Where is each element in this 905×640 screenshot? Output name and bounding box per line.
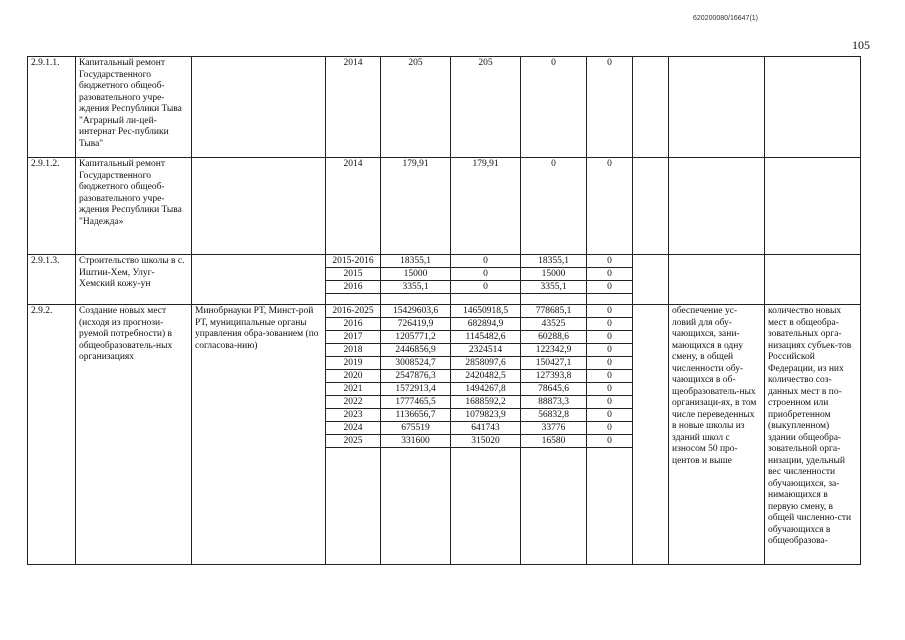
row-number: 2.9.2.	[28, 305, 76, 565]
years-value: 2021	[326, 383, 380, 396]
table-row	[28, 305, 861, 565]
other-value: 0	[587, 331, 632, 344]
rep-value: 122342,9	[521, 344, 586, 357]
row-fed	[451, 57, 521, 158]
total-value: 18355,1	[381, 255, 450, 268]
years-value: 2024	[326, 422, 380, 435]
row-empty	[633, 255, 669, 305]
other-value: 0	[587, 383, 632, 396]
years-value: 2016	[326, 281, 380, 294]
rep-value: 18355,1	[521, 255, 586, 268]
fed-value: 1494267,8	[451, 383, 520, 396]
fed-value: 14650918,5	[451, 305, 520, 318]
total-value: 15429603,6	[381, 305, 450, 318]
fed-value: 1688592,2	[451, 396, 520, 409]
rep-value: 43525	[521, 318, 586, 331]
rep-value: 56832,8	[521, 409, 586, 422]
row-number: 2.9.1.1.	[28, 57, 76, 158]
fed-value: 0	[451, 281, 520, 294]
row-indicator: количество новых мест в общеобра-зовательных орга-низациях субъек-тов Российской Федерации, из них количество соз-данных мест в по-строенном или приобретенном (выкупленном) здании общеобра-зовательной орга-низации, удельный вес численности обучающихся, за-нимающихся в первую смену, в общей численно-сти обучающихся в общеобразова-	[765, 305, 861, 565]
total-value: 15000	[381, 268, 450, 281]
fed-value: 205	[478, 58, 493, 68]
rep-value: 60288,6	[521, 331, 586, 344]
fed-value: 1145482,6	[451, 331, 520, 344]
fed-value: 0	[451, 255, 520, 268]
row-empty	[633, 57, 669, 158]
other-value: 0	[587, 305, 632, 318]
other-value: 0	[587, 370, 632, 383]
row-other	[587, 158, 633, 255]
total-value: 3008524,7	[381, 357, 450, 370]
other-value: 0	[587, 281, 632, 294]
program-table	[27, 56, 861, 565]
rep-value: 78645,6	[521, 383, 586, 396]
total-value: 726419,9	[381, 318, 450, 331]
other-value: 0	[587, 344, 632, 357]
row-years	[326, 57, 381, 158]
total-value: 1136656,7	[381, 409, 450, 422]
other-value: 0	[587, 268, 632, 281]
total-value: 1572913,4	[381, 383, 450, 396]
row-total	[381, 255, 451, 305]
row-fed	[451, 158, 521, 255]
table-row	[28, 158, 861, 255]
other-value: 0	[587, 357, 632, 370]
rep-value: 0	[551, 58, 556, 68]
years-value: 2016-2025	[326, 305, 380, 318]
years-value: 2014	[343, 58, 363, 68]
fed-value: 1079823,9	[451, 409, 520, 422]
row-rep	[521, 158, 587, 255]
row-other	[587, 255, 633, 305]
rep-value: 15000	[521, 268, 586, 281]
row-name: Создание новых мест (исходя из прогнози-руемой потребности) в общеобразователь-ных организациях	[76, 305, 192, 565]
other-value: 0	[587, 318, 632, 331]
page-number: 105	[852, 38, 870, 52]
fed-value: 179,91	[472, 159, 499, 169]
row-indicator	[765, 158, 861, 255]
table-row	[28, 255, 861, 305]
fed-value: 0	[451, 268, 520, 281]
total-value: 179,91	[402, 159, 429, 169]
row-result	[669, 57, 765, 158]
row-empty	[633, 158, 669, 255]
years-value: 2025	[326, 435, 380, 448]
rep-value: 0	[551, 159, 556, 169]
row-name: Капитальный ремонт Государственного бюджетного общеоб-разовательного учре-ждения Республики Тыва "Надежда»	[76, 158, 192, 255]
row-total	[381, 305, 451, 565]
row-years	[326, 158, 381, 255]
other-value: 0	[607, 58, 612, 68]
row-total	[381, 57, 451, 158]
years-value: 2017	[326, 331, 380, 344]
total-value: 1205771,2	[381, 331, 450, 344]
other-value: 0	[587, 435, 632, 448]
other-value: 0	[587, 255, 632, 268]
total-value: 1777465,5	[381, 396, 450, 409]
fed-value: 2420482,5	[451, 370, 520, 383]
total-value: 3355,1	[381, 281, 450, 294]
total-value: 2547876,3	[381, 370, 450, 383]
row-other	[587, 57, 633, 158]
row-executor: Минобрнауки РТ, Минст-рой РТ, муниципальные органы управления обра-зованием (по согласова-нию)	[192, 305, 326, 565]
rep-value: 88873,3	[521, 396, 586, 409]
years-value: 2020	[326, 370, 380, 383]
other-value: 0	[607, 159, 612, 169]
total-value: 205	[408, 58, 423, 68]
row-other	[587, 305, 633, 565]
row-executor	[192, 57, 326, 158]
row-result: обеспечение ус-ловий для обу-чающихся, зани-мающихся в одну смену, в общей численности обу-чающихся в об-щеобразователь-ных организаци-ях, в том числе переведенных в новые школы из зданий школ с износом 50 про-центов и выше	[669, 305, 765, 565]
row-fed	[451, 255, 521, 305]
rep-value: 3355,1	[521, 281, 586, 294]
row-result	[669, 255, 765, 305]
fed-value: 682894,9	[451, 318, 520, 331]
years-value: 2018	[326, 344, 380, 357]
row-name: Капитальный ремонт Государственного бюджетного общеоб-разовательного учре-ждения Республики Тыва "Аграрный ли-цей-интернат Рес-публики Тыва"	[76, 57, 192, 158]
row-number: 2.9.1.3.	[28, 255, 76, 305]
other-value: 0	[587, 422, 632, 435]
rep-value: 150427,1	[521, 357, 586, 370]
row-years	[326, 255, 381, 305]
row-fed	[451, 305, 521, 565]
total-value: 2446856,9	[381, 344, 450, 357]
row-indicator	[765, 255, 861, 305]
row-indicator	[765, 57, 861, 158]
row-empty	[633, 305, 669, 565]
fed-value: 641743	[451, 422, 520, 435]
other-value: 0	[587, 409, 632, 422]
years-value: 2015-2016	[326, 255, 380, 268]
row-name: Строительство школы в с. Иштии-Хем, Улуг-Хемский кожу-ун	[76, 255, 192, 305]
total-value: 331600	[381, 435, 450, 448]
years-value: 2015	[326, 268, 380, 281]
fed-value: 2324514	[451, 344, 520, 357]
rep-value: 778685,1	[521, 305, 586, 318]
row-number: 2.9.1.2.	[28, 158, 76, 255]
table-row	[28, 57, 861, 158]
fed-value: 315020	[451, 435, 520, 448]
rep-value: 127393,8	[521, 370, 586, 383]
row-rep	[521, 305, 587, 565]
row-rep	[521, 57, 587, 158]
rep-value: 33776	[521, 422, 586, 435]
row-years	[326, 305, 381, 565]
fed-value: 2858097,6	[451, 357, 520, 370]
row-executor	[192, 255, 326, 305]
row-executor	[192, 158, 326, 255]
years-value: 2016	[326, 318, 380, 331]
row-rep	[521, 255, 587, 305]
other-value: 0	[587, 396, 632, 409]
years-value: 2019	[326, 357, 380, 370]
row-result	[669, 158, 765, 255]
total-value: 675519	[381, 422, 450, 435]
years-value: 2023	[326, 409, 380, 422]
years-value: 2014	[343, 159, 363, 169]
years-value: 2022	[326, 396, 380, 409]
document-id: 620200080/16647(1)	[693, 15, 759, 22]
row-total	[381, 158, 451, 255]
rep-value: 16580	[521, 435, 586, 448]
